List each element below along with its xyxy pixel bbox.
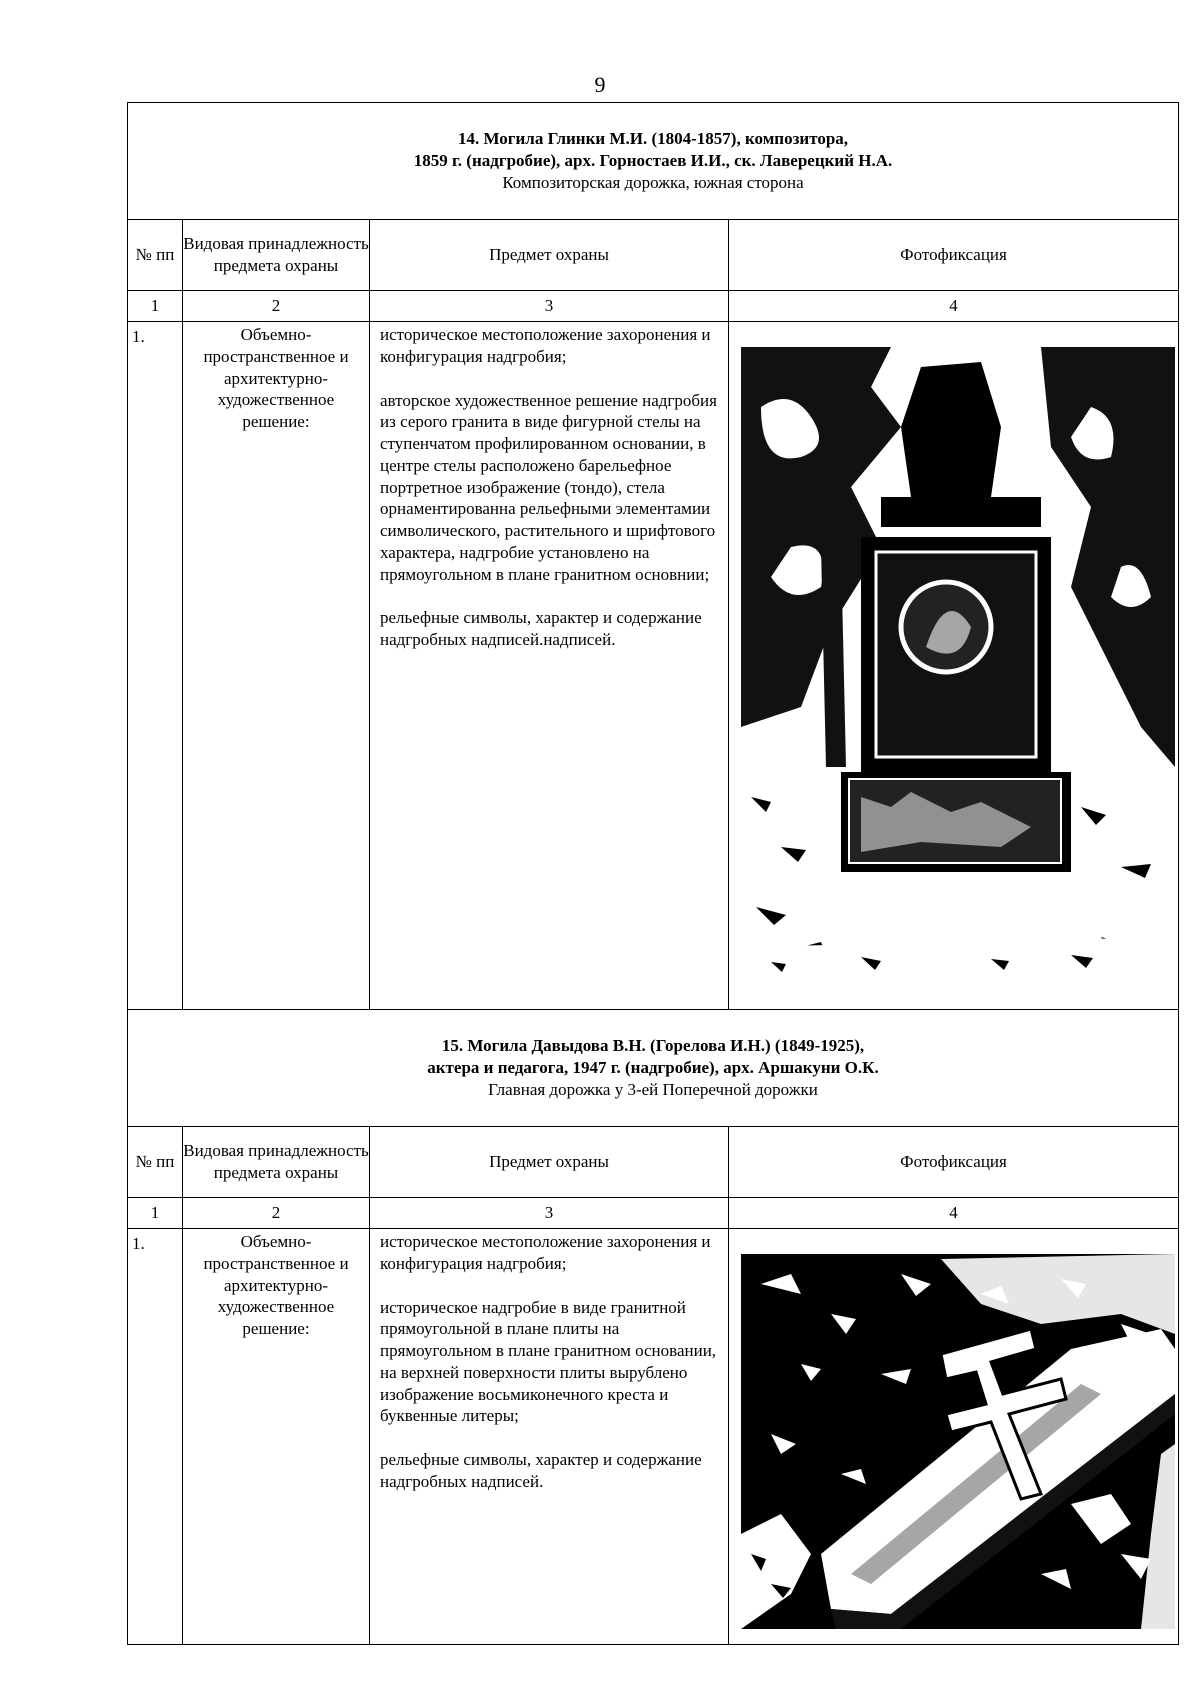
subject-cell xyxy=(370,322,729,1010)
subject-paragraph: историческое надгробие в виде гранитной прямоугольной в плане плиты на прямоугольном в плане гранитном основании, на верхней поверхности плиты вырублено изображение восьмиконечного креста и буквенные литеры; xyxy=(380,1297,717,1426)
col-number: 1 xyxy=(128,1198,183,1229)
col-header-kind: Видовая принадлежность предмета охраны xyxy=(183,1127,370,1198)
entry-title-line2: актера и педагога, 1947 г. (надгробие), арх. Аршакуни О.К. xyxy=(427,1058,879,1078)
col-number: 4 xyxy=(729,291,1179,322)
kind-cell: Объемно-пространственное и архитектурно-художественное решение: xyxy=(183,1229,370,1645)
col-number: 1 xyxy=(128,291,183,322)
row-number: 1. xyxy=(128,322,183,1010)
col-header-photo: Фотофиксация xyxy=(729,220,1179,291)
col-header-subject: Предмет охраны xyxy=(370,1127,729,1198)
column-number-row xyxy=(128,1198,1179,1229)
entry-header-row xyxy=(128,103,1179,220)
photo-cell xyxy=(729,322,1179,1010)
col-number: 3 xyxy=(370,1198,729,1229)
subject-paragraph: историческое местоположение захоронения и конфигурация надгробия; xyxy=(380,325,711,366)
entry-title-line1: 15. Могила Давыдова В.Н. (Горелова И.Н.) (1849-1925), xyxy=(441,1036,865,1056)
col-number: 4 xyxy=(729,1198,1179,1229)
row-number: 1. xyxy=(128,1229,183,1645)
grave-slab-cross-photo xyxy=(741,1254,1175,1629)
column-number-row xyxy=(128,291,1179,322)
col-header-kind: Видовая принадлежность предмета охраны xyxy=(183,220,370,291)
col-header-num: № пп xyxy=(128,1127,183,1198)
entry-title-line1: 14. Могила Глинки М.И. (1804-1857), композитора, xyxy=(457,129,849,149)
table-row xyxy=(128,322,1179,1010)
table-row xyxy=(128,1229,1179,1645)
col-header-num: № пп xyxy=(128,220,183,291)
entry-title-line2: 1859 г. (надгробие), арх. Горностаев И.И., ск. Лаверецкий Н.А. xyxy=(413,151,893,171)
subject-paragraph: историческое местоположение захоронения и конфигурация надгробия; xyxy=(380,1232,711,1273)
column-header-row xyxy=(128,1127,1179,1198)
subject-paragraph: авторское художественное решение надгробия из серого гранита в виде фигурной стелы на ступенчатом профилированном основании, в центре стелы расположено барельефное портретное изображение (тондо), стела орнаментированна рельефными элементамии символического, растительного и шрифтового характера, надгробие установлено на прямоугольном в плане гранитном основнии; xyxy=(380,390,717,584)
entry-location: Композиторская дорожка, южная сторона xyxy=(502,172,804,192)
subject-paragraph: рельефные символы, характер и содержание надгробных надписей. xyxy=(380,1450,702,1491)
entry-header xyxy=(128,103,1179,220)
grave-stele-photo xyxy=(741,347,1175,980)
kind-cell: Объемно-пространственное и архитектурно-художественное решение: xyxy=(183,322,370,1010)
protection-table xyxy=(127,102,1179,1645)
subject-paragraph: рельефные символы, характер и содержание надгробных надписей.надписей. xyxy=(380,608,702,649)
photo-cell xyxy=(729,1229,1179,1645)
col-number: 3 xyxy=(370,291,729,322)
subject-cell xyxy=(370,1229,729,1645)
entry-header-row xyxy=(128,1010,1179,1127)
entry-header xyxy=(128,1010,1179,1127)
col-header-subject: Предмет охраны xyxy=(370,220,729,291)
page-number: 9 xyxy=(594,72,606,97)
col-number: 2 xyxy=(183,291,370,322)
col-number: 2 xyxy=(183,1198,370,1229)
entry-location: Главная дорожка у 3-ей Поперечной дорожки xyxy=(488,1079,818,1099)
column-header-row xyxy=(128,220,1179,291)
col-header-photo: Фотофиксация xyxy=(729,1127,1179,1198)
